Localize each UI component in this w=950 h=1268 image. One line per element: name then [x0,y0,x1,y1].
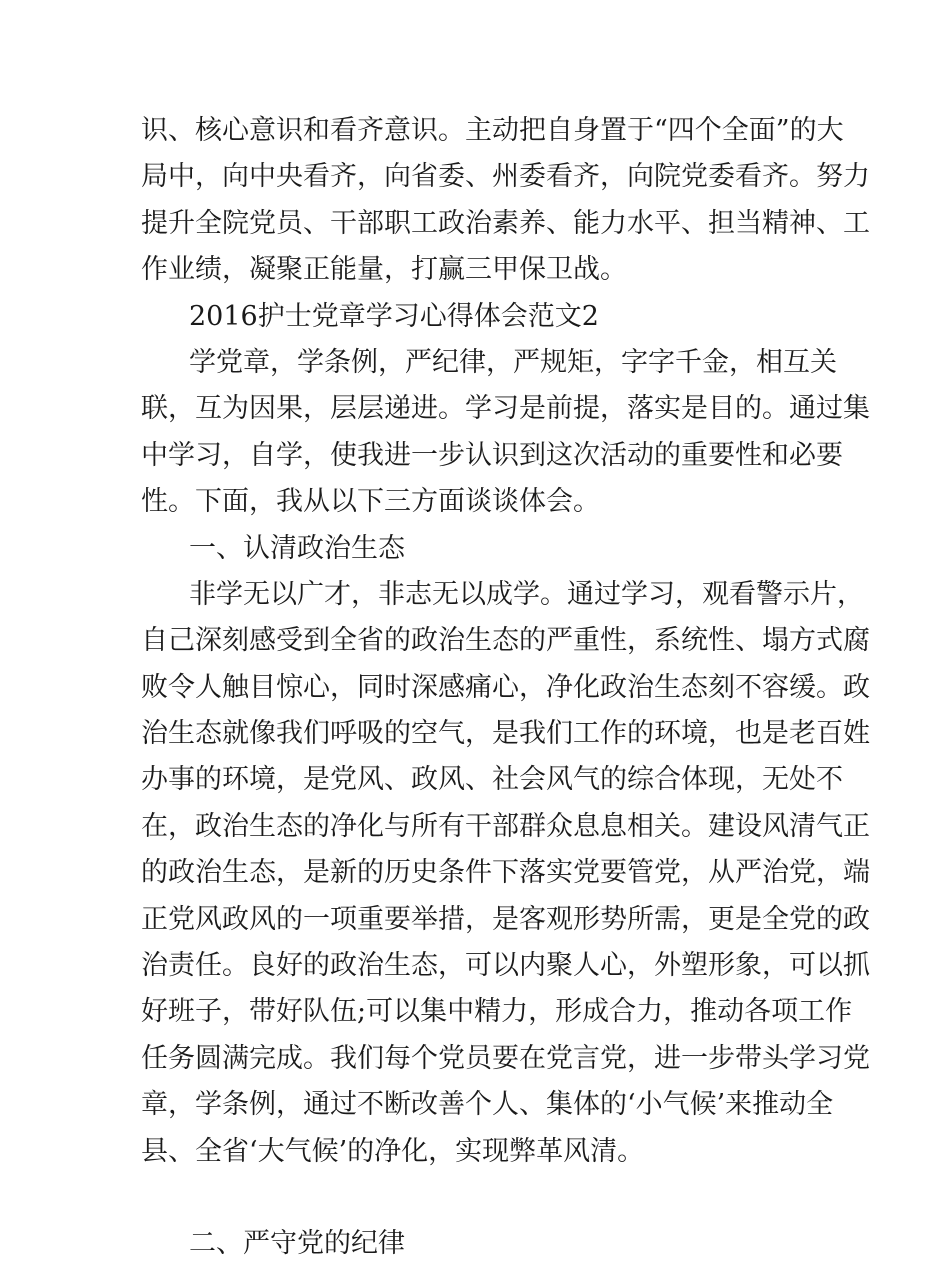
paragraph-line: 识、核心意识和看齐意识。主动把自身置于“四个全面”的大 [141,115,844,146]
paragraph-line: 在，政治生态的净化与所有干部群众息息相关。建设风清气正 [141,810,870,842]
paragraph-line: 好班子，带好队伍;可以集中精力，形成合力，推动各项工作 [141,996,853,1028]
paragraph-line: 治生态就像我们呼吸的空气，是我们工作的环境，也是老百姓 [141,718,870,750]
paragraph-line: 局中，向中央看齐，向省委、州委看齐，向院党委看齐。努力 [141,161,870,193]
section-title: 2016护士党章学习心得体会范文2 [189,300,599,332]
paragraph-line: 败令人触目惊心，同时深感痛心，净化政治生态刻不容缓。政 [141,671,870,703]
paragraph-line: 联，互为因果，层层递进。学习是前提，落实是目的。通过集 [141,393,870,425]
paragraph-line: 章，学条例，通过不断改善个人、集体的‘小气候’来推动全 [141,1089,834,1121]
paragraph-line: 办事的环境，是党风、政风、社会风气的综合体现，无处不 [141,764,843,796]
paragraph-line: 正党风政风的一项重要举措，是客观形势所需，更是全党的政 [141,903,870,935]
paragraph-line: 的政治生态，是新的历史条件下落实党要管党，从严治党，端 [141,857,870,889]
subsection-heading: 二、严守党的纪律 [189,1228,405,1260]
paragraph-line: 任务圆满完成。我们每个党员要在党言党，进一步带头学习党 [141,1042,870,1074]
paragraph-line: 性。下面，我从以下三方面谈谈体会。 [141,486,600,518]
paragraph-line: 治责任。良好的政治生态，可以内聚人心，外塑形象，可以抓 [141,950,870,982]
document-body [141,108,870,1268]
paragraph-line: 县、全省‘大气候’的净化，实现弊革风清。 [141,1135,645,1167]
paragraph-line: 学党章，学条例，严纪律，严规矩，字字千金，相互关 [189,346,837,378]
blank-line [141,1175,813,1221]
paragraph-line: 自己深刻感受到全省的政治生态的严重性，系统性、塌方式腐 [141,625,870,657]
paragraph-line: 非学无以广才，非志无以成学。通过学习，观看警示片， [189,578,864,610]
paragraph-line: 提升全院党员、干部职工政治素养、能力水平、担当精神、工 [141,207,870,239]
paragraph-line: 作业绩，凝聚正能量，打赢三甲保卫战。 [141,254,627,286]
subsection-heading: 一、认清政治生态 [189,532,405,564]
paragraph-line: 中学习，自学，使我进一步认识到这次活动的重要性和必要 [141,439,843,471]
